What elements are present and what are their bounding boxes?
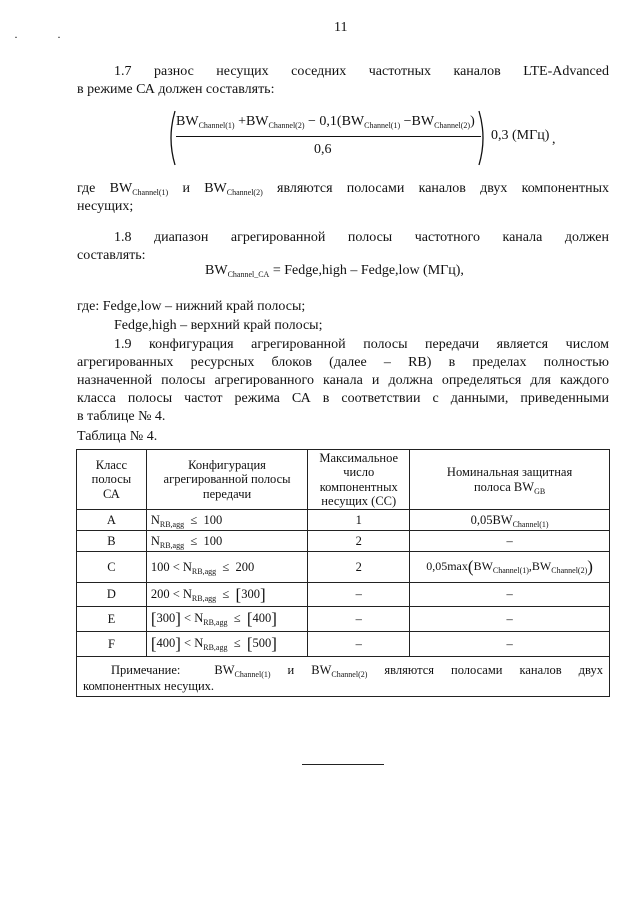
where1-line2: несущих; [77, 199, 134, 214]
cell-class: E [77, 607, 147, 632]
table-row [77, 583, 610, 607]
table-title: Таблица № 4. [77, 429, 158, 444]
para-1-9-line5: в таблице № 4. [77, 409, 166, 424]
cell-config: $N_{RB,agg} \le 100$ [146, 531, 307, 552]
formula-aggregated-bandwidth: $BW_{Channel\_CA}$ = Fedge,high – Fedge,low (МГц), [205, 263, 464, 279]
table-note: Примечание: $BW_{Channel(1)}$ и $BW_{Channel(2)}$ являются полосами каналов двух компонентных несущих. [77, 657, 610, 697]
cell-guard: $0,05\max(BW_{Channel(1)},BW_{Channel(2)})$ [410, 552, 610, 583]
footer-rule [302, 764, 384, 765]
cell-guard: – [410, 607, 610, 632]
cell-config: $100 < N_{RB,agg} \le 200$ [146, 552, 307, 583]
para-1-9-line3: назначенной полосы агрегированного канала и должна определяться для каждого [77, 373, 609, 388]
bandwidth-class-table [76, 449, 610, 697]
header-class: Класс полосы СА [77, 450, 147, 510]
table-row [77, 510, 610, 531]
para-1-9-line2: агрегированных ресурсных блоков (далее – RB) в пределах полностью [77, 355, 609, 370]
table-note-row [77, 657, 610, 697]
para-1-9-line1: 1.9 конфигурация агрегированной полосы передачи является числом [114, 337, 609, 352]
cell-max-cc: 2 [308, 552, 410, 583]
table-row [77, 552, 610, 583]
formula-tail-comma: , [552, 132, 556, 147]
cell-class: B [77, 531, 147, 552]
cell-class: A [77, 510, 147, 531]
fraction-bar [176, 136, 481, 137]
formula-left-paren [166, 110, 176, 166]
cell-config: $200 < N_{RB,agg} \le [300]$ [146, 583, 307, 607]
cell-config: $[400] < N_{RB,agg} \le [500]$ [146, 632, 307, 657]
cell-config: $N_{RB,agg} \le 100$ [146, 510, 307, 531]
header-config: Конфигурация агрегированной полосы передачи [146, 450, 307, 510]
cell-class: F [77, 632, 147, 657]
para-1-7-line1: 1.7 разнос несущих соседних частотных каналов LTE-Advanced [114, 64, 609, 79]
table-row [77, 632, 610, 657]
cell-class: C [77, 552, 147, 583]
where2-line2: Fedge,high – верхний край полосы; [114, 318, 323, 333]
formula-numerator: $BW_{Channel(1)} +BW_{Channel(2)} - 0,1(BW_{Channel(1)} -BW_{Channel(2)})$ [176, 114, 475, 130]
para-1-8-line1: 1.8 диапазон агрегированной полосы частотного канала должен [114, 230, 609, 245]
table-header-row [77, 450, 610, 510]
where2-line1: где: Fedge,low – нижний край полосы; [77, 299, 306, 314]
cell-max-cc: – [308, 632, 410, 657]
cell-max-cc: 2 [308, 531, 410, 552]
table-row [77, 607, 610, 632]
para-1-7-line2: в режиме СА должен составлять: [77, 82, 275, 97]
header-guard: Номинальная защитная полоса $BW_{GB}$ [410, 450, 610, 510]
margin-marks: · · [14, 30, 79, 44]
table-row [77, 531, 610, 552]
para-1-8-line2: составлять: [77, 248, 146, 263]
cell-max-cc: – [308, 583, 410, 607]
cell-guard: $0,05BW_{Channel(1)}$ [410, 510, 610, 531]
where1-line1: где $BW_{Channel(1)}$ и $BW_{Channel(2)}$ являются полосами каналов двух компонентных [77, 181, 609, 197]
cell-max-cc: – [308, 607, 410, 632]
para-1-9-line4: класса полосы частот режима СА в соответствии с данными, приведенными [77, 391, 609, 406]
cell-config: $[300] < N_{RB,agg} \le [400]$ [146, 607, 307, 632]
cell-max-cc: 1 [308, 510, 410, 531]
header-max-cc: Максимальное число компонентных несущих (СС) [308, 450, 410, 510]
formula-denominator: 0,6 [314, 142, 332, 157]
formula-right-paren [478, 110, 488, 166]
formula-tail: 0,3 (МГц) [491, 128, 550, 143]
cell-guard: – [410, 531, 610, 552]
cell-guard: – [410, 583, 610, 607]
cell-guard: – [410, 632, 610, 657]
cell-class: D [77, 583, 147, 607]
formula-carrier-spacing [166, 108, 566, 168]
page-number: 11 [334, 20, 348, 35]
